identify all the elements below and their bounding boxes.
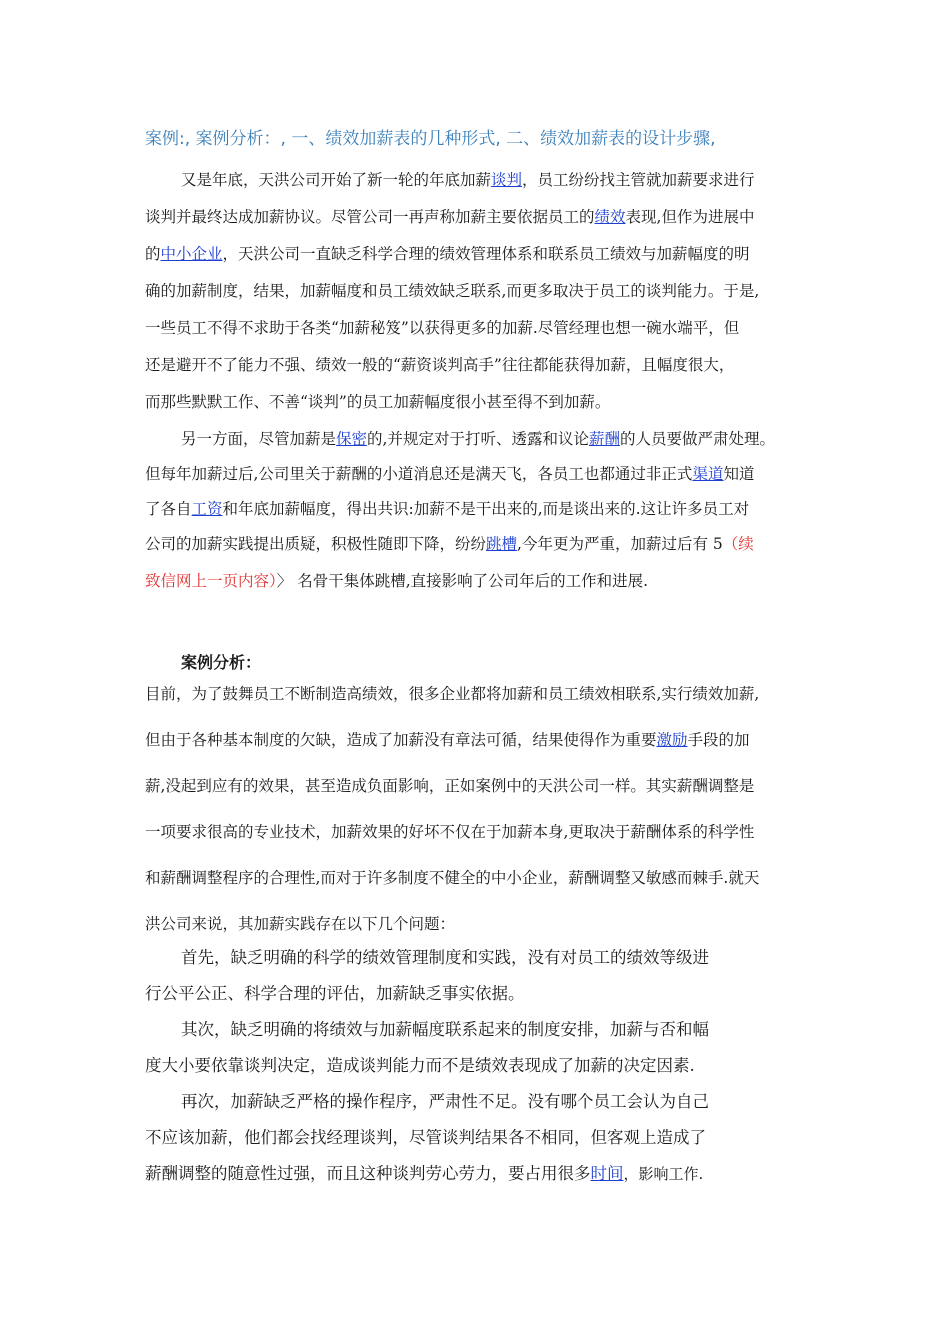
paragraph-line (145, 205, 754, 227)
paragraph-line: 一项要求很高的专业技术，加薪效果的好坏不仅在于加薪本身,更取决于薪酬体系的科学性 (145, 823, 755, 841)
paragraph-line: 洪公司来说，其加薪实践存在以下几个问题： (145, 915, 456, 933)
paragraph-line: 其次，缺乏明确的将绩效与加薪幅度联系起来的制度安排，加薪与否和幅 (181, 1020, 709, 1039)
continued-note: （续 (722, 535, 754, 553)
paragraph-line: 还是避开不了能力不强、绩效一般的“薪资谈判高手”往往都能获得加薪，且幅度很大， (145, 356, 735, 374)
link-tanpan[interactable]: 谈判 (491, 171, 523, 189)
text: 的,并规定对于打听、透露和议论 (367, 430, 589, 448)
paragraph-line (145, 532, 754, 554)
paragraph-line: 而那些默默工作、不善“谈判”的员工加薪幅度很小甚至得不到加薪。 (145, 393, 611, 411)
link-tiaocao[interactable]: 跳槽 (486, 535, 518, 553)
text: 知道 (723, 465, 755, 483)
paragraph-line (181, 427, 775, 449)
paragraph-line: 和薪酬调整程序的合理性,而对于许多制度不健全的中小企业，薪酬调整又敏感而棘手.就天 (145, 869, 760, 887)
paragraph-line: 不应该加薪，他们都会找经理谈判，尽管谈判结果各不相同，但客观上造成了 (145, 1128, 706, 1147)
link-jili[interactable]: 激励 (656, 731, 688, 749)
text: ，影响工作. (623, 1165, 704, 1183)
paragraph-line: 一些员工不得不求助于各类“加薪秘笈”以获得更多的加薪.尽管经理也想一碗水端平，但 (145, 319, 740, 337)
link-xinchou[interactable]: 薪酬 (588, 430, 620, 448)
section-heading: 案例分析： (181, 653, 262, 672)
text: 薪酬调整的随意性过强，而且这种谈判劳心劳力，要占用很多 (145, 1164, 591, 1183)
paragraph-line (145, 462, 754, 484)
text: 谈判并最终达成加薪协议。尽管公司一再声称加薪主要依据员工的 (145, 208, 595, 226)
link-gongzi[interactable]: 工资 (191, 500, 223, 518)
paragraph-line: 首先，缺乏明确的科学的绩效管理制度和实践，没有对员工的绩效等级进 (181, 948, 709, 967)
paragraph-line (145, 497, 749, 519)
text: 的人员要做严肃处理。 (619, 430, 775, 448)
paragraph-line (145, 242, 750, 264)
paragraph-line (145, 1160, 703, 1184)
paragraph-line: 度大小要依靠谈判决定，造成谈判能力而不是绩效表现成了加薪的决定因素. (145, 1056, 695, 1075)
paragraph-line: 目前，为了鼓舞员工不断制造高绩效，很多企业都将加薪和员工绩效相联系,实行绩效加薪, (145, 685, 760, 703)
text: 公司的加薪实践提出质疑，积极性随即下降，纷纷 (145, 535, 487, 553)
link-qudao[interactable]: 渠道 (692, 465, 724, 483)
text: 了各自 (145, 500, 192, 518)
paragraph-line (145, 728, 750, 750)
text: 又是年底，天洪公司开始了新一轮的年底加薪 (181, 171, 492, 189)
paragraph-line: 确的加薪制度，结果，加薪幅度和员工绩效缺乏联系,而更多取决于员工的谈判能力。于是, (145, 282, 760, 300)
text: 的 (145, 245, 161, 263)
link-shijian[interactable]: 时间 (590, 1164, 624, 1183)
paragraph-line: 薪,没起到应有的效果，甚至造成负面影响，正如案例中的天洪公司一样。其实薪酬调整是 (145, 777, 755, 795)
text: 另一方面，尽管加薪是 (181, 430, 337, 448)
link-baomi[interactable]: 保密 (336, 430, 368, 448)
text: 表现,但作为进展中 (625, 208, 755, 226)
document-title: 案例:, 案例分析：, 一、绩效加薪表的几种形式, 二、绩效加薪表的设计步骤, (145, 129, 716, 149)
text: 手段的加 (687, 731, 750, 749)
text: ,今年更为严重，加薪过后有 5 (517, 535, 723, 553)
text: 但每年加薪过后,公司里关于薪酬的小道消息还是满天飞，各员工也都通过非正式 (145, 465, 693, 483)
link-jixiao[interactable]: 绩效 (594, 208, 626, 226)
paragraph-line: 再次，加薪缺乏严格的操作程序，严肃性不足。没有哪个员工会认为自己 (181, 1092, 709, 1111)
link-zhongxiaoqiye[interactable]: 中小企业 (160, 245, 223, 263)
paragraph-line (145, 569, 648, 591)
text: 但由于各种基本制度的欠缺，造成了加薪没有章法可循，结果使得作为重要 (145, 731, 657, 749)
paragraph-line: 行公平公正、科学合理的评估，加薪缺乏事实依据。 (145, 984, 525, 1003)
paragraph-line (181, 168, 755, 190)
continued-note: 致信网上一页内容） (145, 572, 277, 590)
text: ，天洪公司一直缺乏科学合理的绩效管理体系和联系员工绩效与加薪幅度的明 (222, 245, 750, 263)
text: 和年底加薪幅度，得出共识:加薪不是干出来的,而是谈出来的.这让许多员工对 (222, 500, 750, 518)
text: ，员工纷纷找主管就加薪要求进行 (522, 171, 755, 189)
text: 〉 名骨干集体跳槽,直接影响了公司年后的工作和进展. (276, 572, 649, 590)
